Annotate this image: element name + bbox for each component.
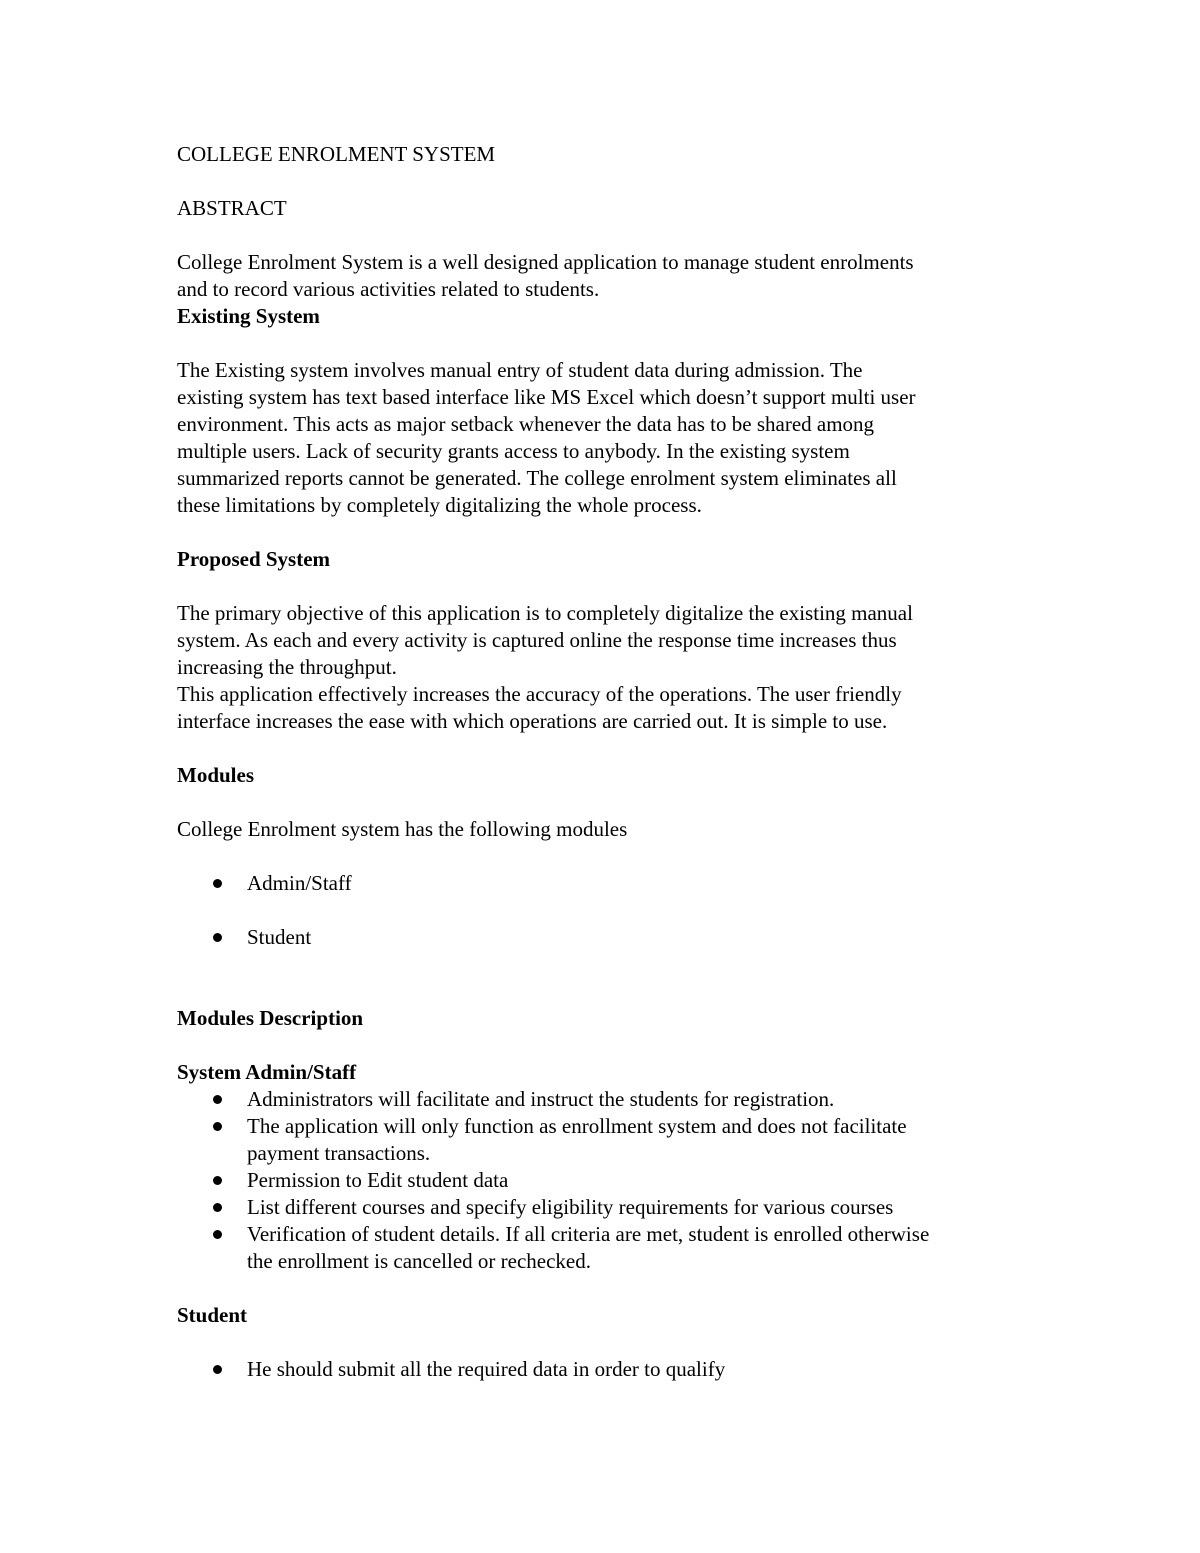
existing-system-heading: Existing System xyxy=(177,304,320,328)
existing-system-line: summarized reports cannot be generated. The college enrolment system eliminates all xyxy=(177,466,897,490)
bullet-icon xyxy=(213,1203,222,1212)
admin-item-line: payment transactions. xyxy=(247,1141,431,1165)
proposed-system-line: This application effectively increases the accuracy of the operations. The user friendly xyxy=(177,682,902,706)
bullet-icon xyxy=(213,1095,222,1104)
abstract-line: College Enrolment System is a well designed application to manage student enrolments xyxy=(177,250,914,274)
abstract-heading: ABSTRACT xyxy=(177,196,287,220)
bullet-icon xyxy=(213,879,222,888)
student-heading: Student xyxy=(177,1303,248,1327)
existing-system-line: environment. This acts as major setback whenever the data has to be shared among xyxy=(177,412,875,436)
proposed-system-heading: Proposed System xyxy=(177,547,331,571)
existing-system-line: multiple users. Lack of security grants access to anybody. In the existing system xyxy=(177,439,850,463)
existing-system-line: The Existing system involves manual entry of student data during admission. The xyxy=(177,358,863,382)
student-item: He should submit all the required data in order to qualify xyxy=(247,1357,726,1381)
list-item xyxy=(177,1194,1037,1221)
list-item xyxy=(177,1086,1037,1113)
student-list xyxy=(177,1356,1037,1383)
modules-list xyxy=(177,870,1037,951)
admin-item-line: Verification of student details. If all criteria are met, student is enrolled otherwise xyxy=(247,1222,930,1246)
modules-description-heading: Modules Description xyxy=(177,1006,364,1030)
admin-item-line: Administrators will facilitate and instruct the students for registration. xyxy=(247,1087,835,1111)
module-item: Admin/Staff xyxy=(247,871,352,895)
admin-item-line: List different courses and specify eligibility requirements for various courses xyxy=(247,1195,894,1219)
list-item xyxy=(177,924,1037,951)
admin-item-line: Permission to Edit student data xyxy=(247,1168,509,1192)
bullet-icon xyxy=(213,1176,222,1185)
bullet-icon xyxy=(213,1122,222,1131)
list-item xyxy=(177,1167,1037,1194)
document-title: COLLEGE ENROLMENT SYSTEM xyxy=(177,142,496,166)
list-item xyxy=(177,1221,1037,1275)
admin-staff-heading: System Admin/Staff xyxy=(177,1060,357,1084)
existing-system-line: these limitations by completely digitalizing the whole process. xyxy=(177,493,702,517)
bullet-icon xyxy=(213,933,222,942)
proposed-system-line: The primary objective of this application is to completely digitalize the existing manual xyxy=(177,601,913,625)
admin-item-line: The application will only function as enrollment system and does not facilitate xyxy=(247,1114,907,1138)
admin-staff-list xyxy=(177,1086,1037,1275)
admin-item-line: the enrollment is cancelled or rechecked. xyxy=(247,1249,591,1273)
list-item xyxy=(177,1113,1037,1167)
bullet-icon xyxy=(213,1365,222,1374)
abstract-line: and to record various activities related to students. xyxy=(177,277,600,301)
proposed-system-line: interface increases the ease with which operations are carried out. It is simple to use. xyxy=(177,709,888,733)
modules-intro: College Enrolment system has the following modules xyxy=(177,817,628,841)
existing-system-line: existing system has text based interface like MS Excel which doesn’t support multi user xyxy=(177,385,916,409)
proposed-system-line: increasing the throughput. xyxy=(177,655,397,679)
proposed-system-line: system. As each and every activity is captured online the response time increases thus xyxy=(177,628,897,652)
list-item xyxy=(177,1356,1037,1383)
modules-heading: Modules xyxy=(177,763,255,787)
list-item xyxy=(177,870,1037,897)
document-page xyxy=(177,141,1037,1383)
module-item: Student xyxy=(247,925,312,949)
bullet-icon xyxy=(213,1230,222,1239)
